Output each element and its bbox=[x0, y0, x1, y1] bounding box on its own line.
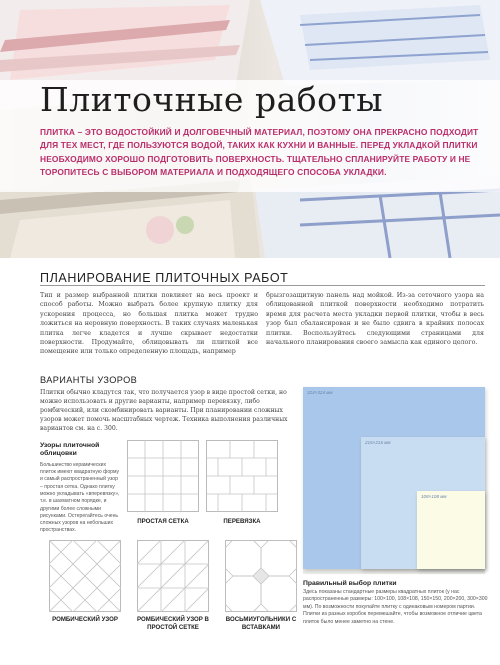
diamond-pattern-label: РОМБИЧЕСКИЙ УЗОР bbox=[52, 616, 118, 623]
octagon-pattern-label: ВОСЬМИУГОЛЬНИКИ С ВСТАВКАМИ bbox=[225, 616, 297, 631]
intro-text-right: брызгозащитную панель над мойкой. Из-за сеточного узора на облицованной плиткой поверхности необходимо потратить время для расчета места укладки первой плитки, чтобы в весь узор был сбалансирован и не было сдвига в крайних полосах плитки. Воспользуйтесь следующими страницами для начального планирования своего замысла как единого целого. bbox=[266, 292, 484, 347]
page-title: Плиточные работы bbox=[40, 80, 384, 119]
section-title: ПЛАНИРОВАНИЕ ПЛИТОЧНЫХ РАБОТ bbox=[40, 271, 289, 285]
photo-caption-title: Правильный выбор плитки bbox=[303, 580, 397, 587]
brick-pattern-figure bbox=[206, 440, 278, 512]
octagon-pattern-figure bbox=[225, 540, 297, 612]
grid-pattern-label: ПРОСТАЯ СЕТКА bbox=[137, 518, 189, 525]
tile-medium-size-label: 216×216 мм bbox=[365, 440, 391, 445]
tile-sizes-photo bbox=[303, 387, 485, 574]
section-divider bbox=[40, 285, 485, 286]
tile-large-size-label: 324×324 мм bbox=[307, 390, 333, 395]
sidebar-text: Большинство керамических плиток имеют квадратную форму и самый распространенный узор – простая сетка. Однако плитку можно укладывать «вперевязку», т.е. в шахматном порядке, и другими более сложными рисунками. Остерегайтесь очень сложных узоров на небольших пространствах. bbox=[40, 461, 120, 534]
lead-paragraph: ПЛИТКА – ЭТО ВОДОСТОЙКИЙ И ДОЛГОВЕЧНЫЙ МАТЕРИАЛ, ПОЭТОМУ ОНА ПРЕКРАСНО ПОДХОДИТ ДЛЯ ТЕХ МЕСТ, ГДЕ ПОЛЬЗУЮТСЯ ВОДОЙ, ТАКИХ КАК КУХНИ И ВАННЫЕ. ПЕРЕД УКЛАДКОЙ ПЛИТКИ НЕОБХОДИМО ХОРОШО ПОДГОТОВИТЬ ПОВЕРХНОСТЬ. ТЩАТЕЛЬНО СПЛАНИРУЙТЕ РАБОТУ И НЕ ТОРОПИТЕСЬ С ВЫБОРОМ МАТЕРИАЛА И ПОДХОДЯЩЕГО СПОСОБА УКЛАДКИ. bbox=[40, 127, 479, 178]
photo-caption-text: Здесь показаны стандартные размеры квадратных плиток (у нас распространенные размеры: 100×100, 108×108, 150×150, 200×200, 300×300 мм). По возможности покупайте плитку с одинаковым номером партии. Плитки из разных коробок перемешайте, чтобы возможное отличие цвета плиток было менее заметно на стене. bbox=[303, 589, 488, 625]
hero-photo bbox=[0, 0, 500, 258]
patterns-text: Плитки обычно кладутся так, что получается узор в виде простой сетки, но можно использовать и другие варианты, например перевязку, либо ромбический, или скомбинировать варианты. При планировании сложных узоров может помочь масштабных чертеж. Техника выполнения различных вариантов см. на с. 300. bbox=[40, 389, 288, 432]
grid-pattern-figure bbox=[127, 440, 199, 512]
diamond-grid-pattern-figure bbox=[137, 540, 209, 612]
brick-pattern-label: ПЕРЕВЯЗКА bbox=[223, 518, 261, 525]
tile-small bbox=[417, 491, 485, 569]
patterns-title: ВАРИАНТЫ УЗОРОВ bbox=[40, 375, 138, 385]
intro-text-left: Тип и размер выбранной плитки повлияет на весь проект и способ работы. Можно выбрать более крупную плитку для ускорения процесса, но большая плитка может трудно ложиться на неровную поверхность. В таких случаях маленькая плитка легче кладется и лучше скрывает недостатки поверхности. Продумайте, облицовывать ли плиткой все помещение или только определенную площадь, например bbox=[40, 292, 258, 356]
sidebar-title: Узоры плиточной облицовки bbox=[40, 442, 100, 458]
diamond-pattern-figure bbox=[49, 540, 121, 612]
patterns-sidebar bbox=[40, 440, 122, 554]
diamond-grid-pattern-label: РОМБИЧЕСКИЙ УЗОР В ПРОСТОЙ СЕТКЕ bbox=[137, 616, 209, 631]
tile-small-size-label: 108×108 мм bbox=[421, 494, 447, 499]
